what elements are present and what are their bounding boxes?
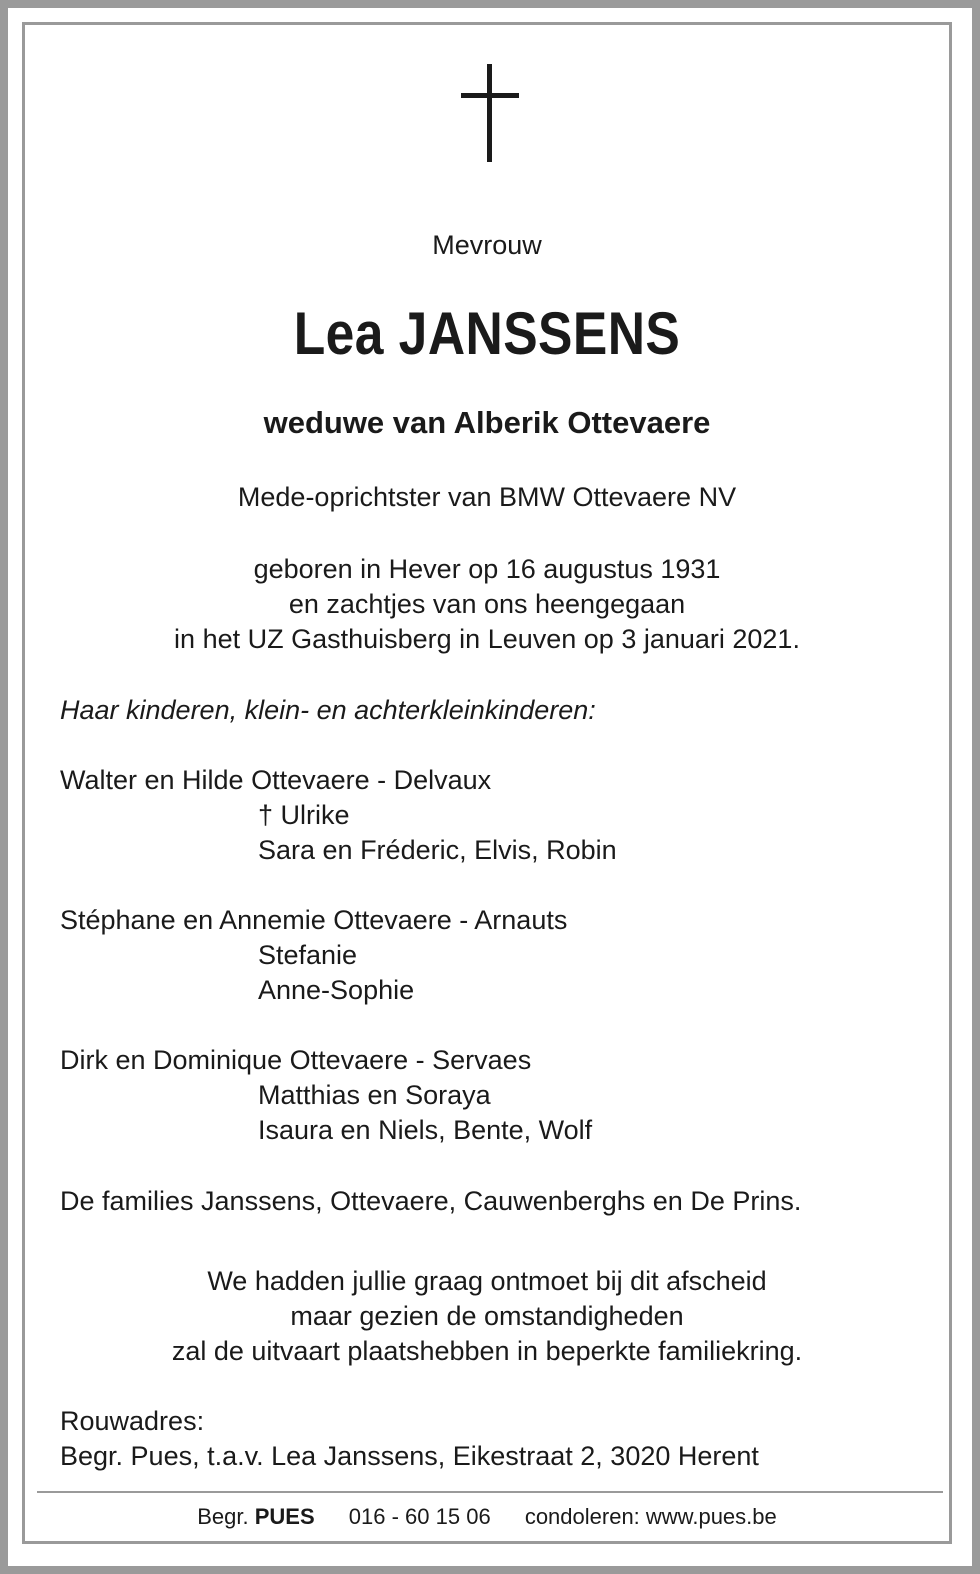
role: Mede-oprichtster van BMW Ottevaere NV <box>237 482 737 512</box>
deceased-name: Lea JANSSENS <box>293 300 681 367</box>
passing-line: en zachtjes van ons heengegaan <box>288 589 686 619</box>
family-child: † Ulrike <box>258 800 350 830</box>
family-child: Stefanie <box>258 940 358 970</box>
footer <box>25 1503 949 1531</box>
cross-icon <box>461 64 519 162</box>
death-notice-card <box>22 22 952 1544</box>
family-child: Anne-Sophie <box>258 975 415 1005</box>
death-place-line: in het UZ Gasthuisberg in Leuven op 3 januari 2021. <box>174 624 800 654</box>
birth-line: geboren in Hever op 16 augustus 1931 <box>253 554 721 584</box>
phone: 016 - 60 15 06 <box>348 1504 491 1529</box>
message-line: zal de uitvaart plaatshebben in beperkte familiekring. <box>171 1336 803 1366</box>
families-line: De families Janssens, Ottevaere, Cauwenberghs en De Prins. <box>60 1186 802 1216</box>
family-parents: Walter en Hilde Ottevaere - Delvaux <box>60 765 492 795</box>
message-line: maar gezien de omstandigheden <box>290 1301 684 1331</box>
undertaker-prefix: Begr. <box>197 1504 249 1529</box>
undertaker <box>197 1504 314 1529</box>
family-parents: Dirk en Dominique Ottevaere - Servaes <box>60 1045 532 1075</box>
message-line: We hadden jullie graag ontmoet bij dit afscheid <box>207 1266 767 1296</box>
address-label: Rouwadres: <box>60 1406 205 1436</box>
address: Begr. Pues, t.a.v. Lea Janssens, Eikestraat 2, 3020 Herent <box>60 1441 759 1471</box>
family-parents: Stéphane en Annemie Ottevaere - Arnauts <box>60 905 568 935</box>
family-child: Matthias en Soraya <box>258 1080 491 1110</box>
salutation: Mevrouw <box>432 230 542 260</box>
family-intro: Haar kinderen, klein- en achterkleinkinderen: <box>60 695 596 725</box>
family-child: Isaura en Niels, Bente, Wolf <box>258 1115 593 1145</box>
widow-of: weduwe van Alberik Ottevaere <box>263 405 711 440</box>
footer-divider <box>37 1491 943 1493</box>
undertaker-name: PUES <box>254 1504 315 1529</box>
condolences-link[interactable]: condoleren: www.pues.be <box>524 1504 777 1529</box>
family-child: Sara en Fréderic, Elvis, Robin <box>258 835 617 865</box>
